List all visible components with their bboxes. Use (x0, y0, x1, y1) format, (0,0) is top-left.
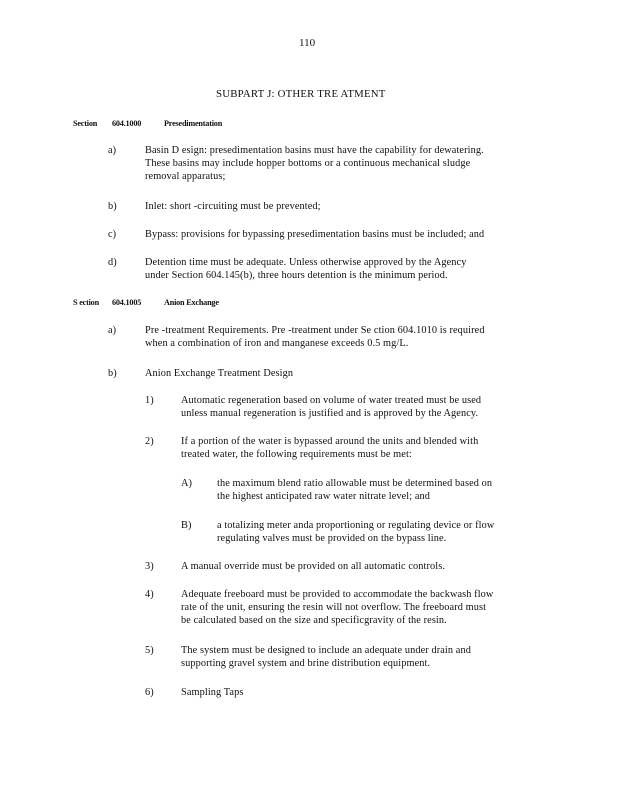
section-label: S ection (73, 298, 99, 307)
list-item (145, 144, 484, 183)
list-item (181, 588, 493, 627)
section-title: Anion Exchange (164, 298, 219, 307)
list-item (181, 394, 481, 420)
item-line: be calculated based on the size and specificgravity of the resin. (181, 615, 447, 626)
list-item (181, 644, 471, 670)
item-line: under Section 604.145(b), three hours detention is the minimum period. (145, 270, 448, 281)
item-line: The system must be designed to include an adequate under drain and (181, 645, 471, 656)
subitem-marker: 2) (145, 436, 154, 447)
item-line: Inlet: short -circuiting must be prevented; (145, 201, 321, 212)
list-item (217, 519, 494, 545)
item-line: supporting gravel system and brine distribution equipment. (181, 658, 431, 669)
list-item (145, 200, 321, 213)
list-item (181, 435, 478, 461)
subitem-marker: 3) (145, 561, 154, 572)
section-number: 604.1000 (112, 119, 142, 128)
subitem-marker: 1) (145, 395, 154, 406)
list-item (181, 560, 445, 573)
item-line: Adequate freeboard must be provided to accommodate the backwash flow (181, 589, 494, 600)
item-marker: b) (108, 368, 117, 379)
subitem-marker: 4) (145, 589, 154, 600)
list-item (145, 228, 484, 241)
list-item (145, 256, 466, 282)
item-line: treated water, the following requirements must be met: (181, 449, 412, 460)
item-line: the highest anticipated raw water nitrate level; and (217, 491, 431, 502)
subpart-title: SUBPART J: OTHER TRE ATMENT (216, 88, 386, 100)
list-item (145, 367, 293, 380)
item-line: unless manual regeneration is justified and is approved by the Agency. (181, 408, 479, 419)
item-line: Sampling Taps (181, 687, 244, 698)
item-line: Bypass: provisions for bypassing presedimentation basins must be included; and (145, 229, 485, 240)
section-number: 604.1005 (112, 298, 142, 307)
section-title: Presedimentation (164, 119, 223, 128)
item-line: a totalizing meter anda proportioning or regulating device or flow (217, 520, 495, 531)
item-line: These basins may include hopper bottoms or a continuous mechanical sludge (145, 158, 471, 169)
subitem-marker: 6) (145, 687, 154, 698)
subsubitem-marker: A) (181, 478, 193, 489)
subitem-marker: 5) (145, 645, 154, 656)
list-item (217, 477, 492, 503)
item-line: when a combination of iron and manganese exceeds 0.5 mg/L. (145, 338, 409, 349)
subsubitem-marker: B) (181, 520, 192, 531)
item-line: Detention time must be adequate. Unless otherwise approved by the Agency (145, 257, 467, 268)
item-line: the maximum blend ratio allowable must be determined based on (217, 478, 493, 489)
item-marker: c) (108, 229, 117, 240)
item-line: A manual override must be provided on all automatic controls. (181, 561, 446, 572)
item-line: regulating valves must be provided on the bypass line. (217, 533, 447, 544)
item-line: rate of the unit, ensuring the resin will not overflow. The freeboard must (181, 602, 487, 613)
item-line: removal apparatus; (145, 171, 226, 182)
item-marker: a) (108, 325, 117, 336)
item-marker: d) (108, 257, 117, 268)
list-item (181, 686, 243, 699)
item-line: Pre -treatment Requirements. Pre -treatment under Se ction 604.1010 is required (145, 325, 485, 336)
item-line: Basin D esign: presedimentation basins must have the capability for dewatering. (145, 145, 484, 156)
section-label: Section (73, 119, 98, 128)
item-line: Automatic regeneration based on volume of water treated must be used (181, 395, 482, 406)
item-line: Anion Exchange Treatment Design (145, 368, 294, 379)
list-item (145, 324, 485, 350)
item-marker: a) (108, 145, 117, 156)
item-line: If a portion of the water is bypassed around the units and blended with (181, 436, 479, 447)
item-marker: b) (108, 201, 117, 212)
page-number: 110 (299, 37, 316, 49)
